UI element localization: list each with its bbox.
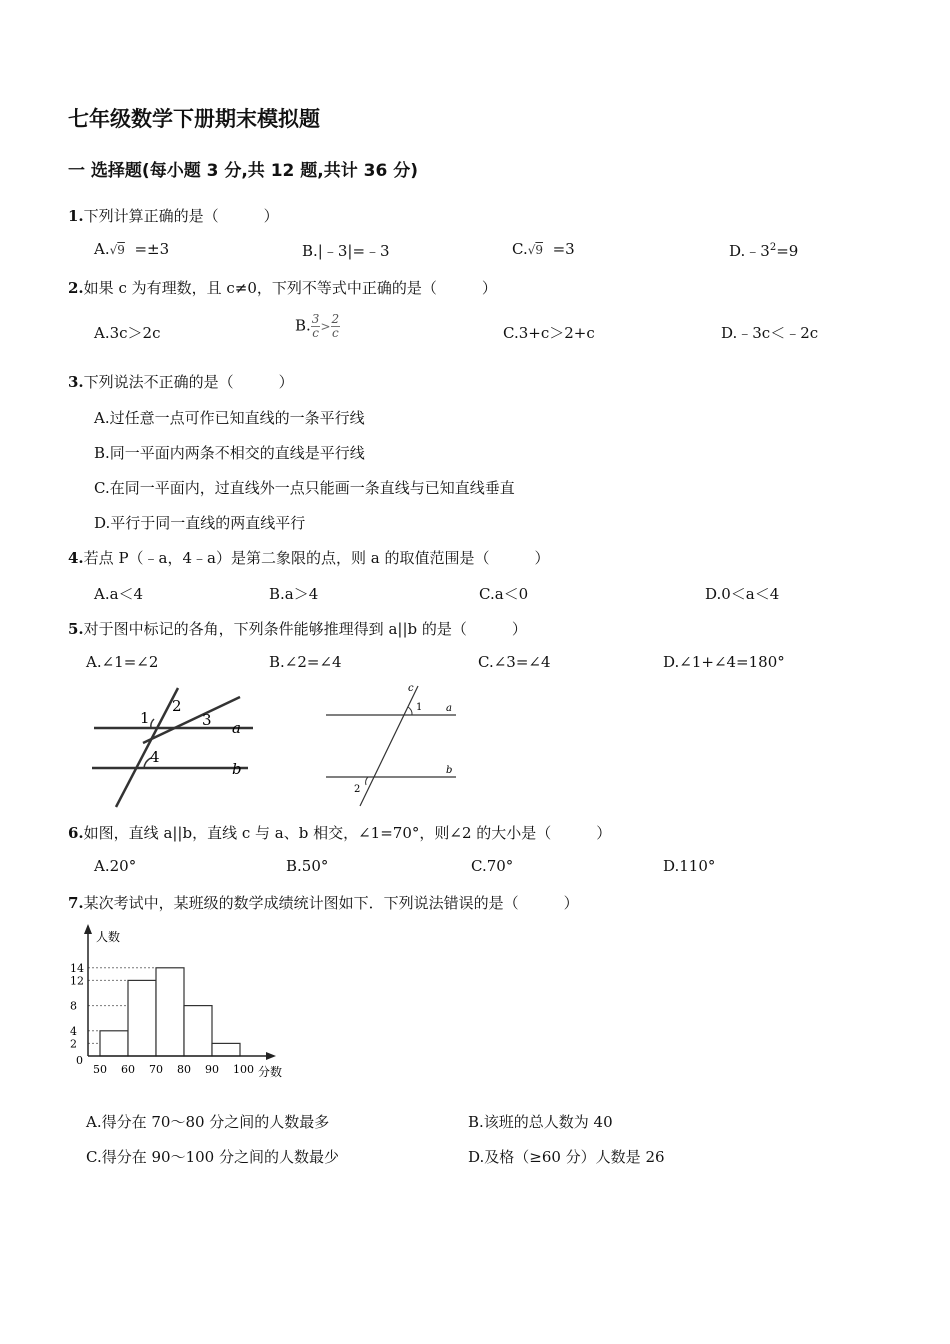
q3-option-a: A.过任意一点可作已知直线的一条平行线	[94, 409, 365, 427]
denominator: c	[312, 326, 319, 340]
histogram-bar	[156, 968, 184, 1056]
line-c	[360, 686, 418, 806]
x-tick-label: 70	[149, 1063, 163, 1076]
angle-label-1: 1	[140, 709, 150, 727]
q2-option-b	[295, 313, 340, 340]
histogram-bar	[212, 1043, 240, 1056]
section-heading: 一 选择题(每小题 3 分,共 12 题,共计 36 分)	[68, 161, 419, 181]
q6-option-d: D.110°	[663, 857, 716, 875]
numerator: 3	[311, 312, 320, 326]
q7-option-b: B.该班的总人数为 40	[468, 1113, 613, 1131]
q3-option-d: D.平行于同一直线的两直线平行	[94, 514, 306, 532]
angle-label-2: 2	[354, 784, 361, 795]
q2-option-d: D.﹣3c＜﹣2c	[721, 324, 819, 342]
y-tick-label: 0	[76, 1054, 83, 1067]
histogram-bar	[100, 1031, 128, 1056]
question-4	[68, 547, 549, 568]
question-5	[68, 618, 527, 639]
fraction	[331, 313, 341, 340]
line-label-c: c	[408, 683, 414, 694]
q6-option-c: C.70°	[471, 857, 514, 875]
question-text: 下列计算正确的是（ ）	[83, 207, 279, 225]
question-text: 下列说法不正确的是（ ）	[83, 373, 294, 391]
q6-option-b: B.50°	[286, 857, 329, 875]
greater-than: >	[320, 319, 331, 334]
x-tick-label: 60	[121, 1063, 135, 1076]
option-label: A.	[94, 240, 110, 258]
question-number: 7.	[68, 894, 84, 912]
question-text: 如果 c 为有理数，且 c≠0，下列不等式中正确的是（ ）	[83, 279, 497, 297]
line-label-b: b	[232, 760, 242, 778]
line-label-b: b	[446, 765, 453, 776]
histogram-bar	[128, 980, 156, 1056]
fraction	[311, 313, 321, 340]
q5-option-a: A.∠1=∠2	[86, 653, 159, 671]
angle-label-4: 4	[150, 748, 160, 766]
option-value: =±3	[134, 240, 170, 258]
q4-option-b: B.a＞4	[269, 585, 319, 603]
option-value: =3	[552, 240, 575, 258]
question-text: 某次考试中，某班级的数学成绩统计图如下．下列说法错误的是（ ）	[83, 894, 579, 912]
histogram-chart	[62, 922, 297, 1082]
question-number: 6.	[68, 824, 84, 842]
question-text: 如图，直线 a||b，直线 c 与 a、b 相交，∠1=70°，则∠2 的大小是（ ）	[83, 824, 612, 842]
option-label: D.﹣3	[729, 242, 770, 260]
angle-arc-2	[366, 777, 368, 785]
question-number: 4.	[68, 549, 84, 567]
y-tick-label: 8	[70, 999, 77, 1013]
x-tick-label: 50	[93, 1063, 107, 1076]
x-tick-label: 80	[177, 1063, 191, 1076]
q4-option-c: C.a＜0	[479, 585, 529, 603]
angle-label-2: 2	[172, 697, 182, 715]
q1-option-a	[94, 240, 169, 258]
q1-option-c	[512, 240, 575, 258]
figure-q5	[88, 685, 258, 810]
q5-option-d: D.∠1+∠4=180°	[663, 653, 785, 671]
angle-arc-1	[408, 707, 412, 715]
y-tick-label: 12	[70, 974, 84, 988]
question-number: 1.	[68, 207, 84, 225]
x-axis-title: 分数	[258, 1065, 283, 1079]
q2-option-c: C.3+c＞2+c	[503, 324, 595, 342]
question-number: 3.	[68, 373, 84, 391]
y-tick-label: 14	[70, 961, 84, 975]
q7-option-c: C.得分在 90～100 分之间的人数最少	[86, 1148, 339, 1166]
question-3	[68, 371, 294, 392]
exponent: 2	[769, 242, 777, 253]
angle-arc-1	[151, 719, 154, 728]
q3-option-c: C.在同一平面内，过直线外一点只能画一条直线与已知直线垂直	[94, 479, 515, 497]
line-label-a: a	[446, 703, 452, 714]
denominator: c	[331, 326, 339, 340]
radicand: 9	[117, 243, 125, 257]
q7-option-d: D.及格（≥60 分）人数是 26	[468, 1148, 665, 1166]
page-title: 七年级数学下册期末模拟题	[68, 107, 320, 131]
sqrt-icon: √9	[527, 243, 544, 257]
y-tick-label: 4	[70, 1024, 77, 1038]
question-7	[68, 892, 579, 913]
x-tick-label: 100	[233, 1063, 254, 1076]
y-axis-arrow-icon	[84, 924, 92, 934]
q4-option-d: D.0＜a＜4	[705, 585, 780, 603]
transversal-line	[116, 688, 178, 807]
angle-label-3: 3	[202, 711, 212, 729]
q2-option-a: A.3c＞2c	[94, 324, 161, 342]
question-text: 若点 P（﹣a，4﹣a）是第二象限的点，则 a 的取值范围是（ ）	[83, 549, 550, 567]
question-6	[68, 822, 611, 843]
numerator: 2	[331, 312, 340, 326]
y-axis-title: 人数	[96, 930, 121, 944]
radicand: 9	[535, 243, 544, 257]
oblique-line	[143, 697, 240, 743]
y-tick-label: 2	[70, 1037, 77, 1051]
q4-option-a: A.a＜4	[94, 585, 144, 603]
q6-option-a: A.20°	[94, 857, 137, 875]
question-number: 2.	[68, 279, 84, 297]
histogram-bar	[184, 1006, 212, 1056]
q5-option-b: B.∠2=∠4	[269, 653, 342, 671]
question-number: 5.	[68, 620, 84, 638]
option-label: B.	[295, 316, 311, 335]
option-value: =9	[776, 242, 799, 260]
x-axis-arrow-icon	[266, 1052, 276, 1060]
q3-option-b: B.同一平面内两条不相交的直线是平行线	[94, 444, 365, 462]
angle-label-1: 1	[416, 702, 423, 713]
q1-option-b: B.|﹣3|=﹣3	[302, 242, 390, 260]
question-2	[68, 277, 497, 298]
question-1	[68, 205, 279, 226]
figure-q6	[322, 680, 462, 810]
q1-option-d	[729, 240, 798, 261]
q5-option-c: C.∠3=∠4	[478, 653, 551, 671]
x-tick-label: 90	[205, 1063, 219, 1076]
option-label: C.	[512, 240, 528, 258]
sqrt-icon: √9	[109, 243, 125, 257]
q7-option-a: A.得分在 70～80 分之间的人数最多	[86, 1113, 330, 1131]
line-label-a: a	[232, 719, 241, 737]
question-text: 对于图中标记的各角，下列条件能够推理得到 a||b 的是（ ）	[83, 620, 527, 638]
